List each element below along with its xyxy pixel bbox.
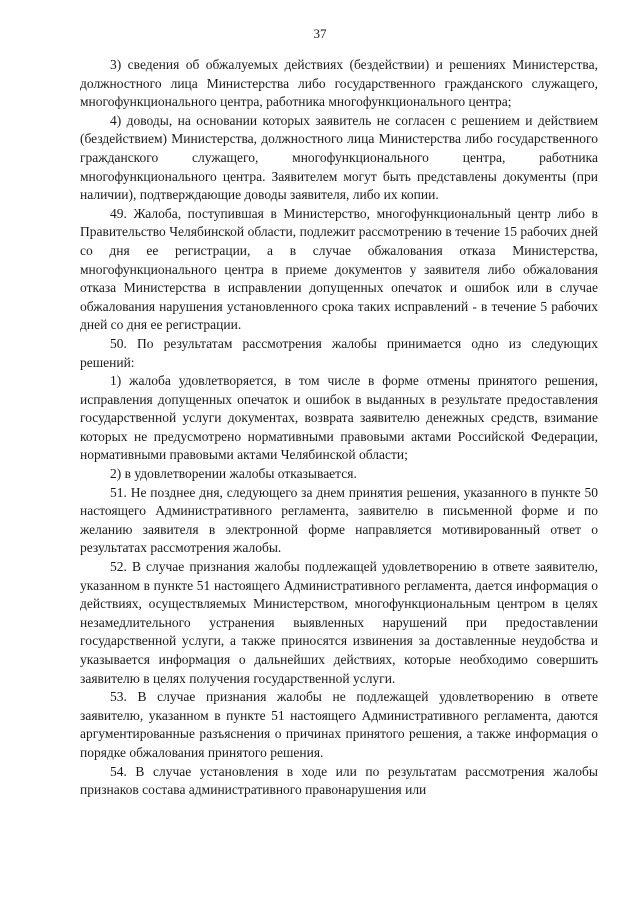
paragraph-49: 49. Жалоба, поступившая в Министерство, многофункциональный центр либо в Правительство Челябинской области, подлежит рассмотрению в течение 15 рабочих дней со дня ее регистрации, а в случае обжалования отказа Министерства, многофункционального центра в приеме документов у заявителя либо обжалования отказа Министерства в исправлении допущенных опечаток и ошибок или в случае обжалования нарушения установленного срока таких исправлений - в течение 5 рабочих дней со дня ее регистрации. [80,205,598,333]
paragraph-50-item-2: 2) в удовлетворении жалобы отказывается. [110,466,357,482]
paragraph-item-4: 4) доводы, на основании которых заявитель не согласен с решением и действием (бездействием) Министерства, должностного лица Министерства либо государственного гражданского служащего, многофункционального центра, работника многофункционального центра. Заявителем могут быть представлены документы (при наличии), подтверждающие доводы заявителя, либо их копии. [80,112,598,203]
paragraph-50: 50. По результатам рассмотрения жалобы принимается одно из следующих решений: [80,335,598,370]
paragraph-item-3: 3) сведения об обжалуемых действиях (бездействии) и решениях Министерства, должностного лица Министерства либо государственного гражданского служащего, многофункционального центра, работника многофункционального центра; [80,57,598,110]
paragraph-53: 53. В случае признания жалобы не подлежащей удовлетворению в ответе заявителю, указанном в пункте 51 настоящего Административного регламента, даются аргументированные разъяснения о причинах принятого решения, а также информация о порядке обжалования принятого решения. [80,689,598,760]
document-body [80,56,598,800]
paragraph-51: 51. Не позднее дня, следующего за днем принятия решения, указанного в пункте 50 настоящего Административного регламента, заявителю в письменной форме и по желанию заявителя в электронной форме направляется мотивированный ответ о результатах рассмотрения жалобы. [80,484,598,556]
paragraph-50-item-1: 1) жалоба удовлетворяется, в том числе в форме отмены принятого решения, исправления допущенных опечаток и ошибок в выданных в результате предоставления государственной услуги документах, возврата заявителю денежных средств, взимание которых не предусмотрено нормативными правовыми актами Российской Федерации, нормативными правовыми актами Челябинской области; [80,373,598,463]
page-number: 37 [313,26,327,41]
paragraph-54: 54. В случае установления в ходе или по результатам рассмотрения жалобы признаков состава административного правонарушения или [80,763,598,798]
paragraph-52: 52. В случае признания жалобы подлежащей удовлетворению в ответе заявителю, указанном в пункте 51 настоящего Административного регламента, дается информация о действиях, осуществляемых Министерством, многофункциональным центром в целях незамедлительного устранения выявленных нарушений при предоставлении государственной услуги, а также приносятся извинения за доставленные неудобства и указывается информация о дальнейших действиях, которые необходимо совершить заявителю в целях получения государственной услуги. [80,559,598,686]
